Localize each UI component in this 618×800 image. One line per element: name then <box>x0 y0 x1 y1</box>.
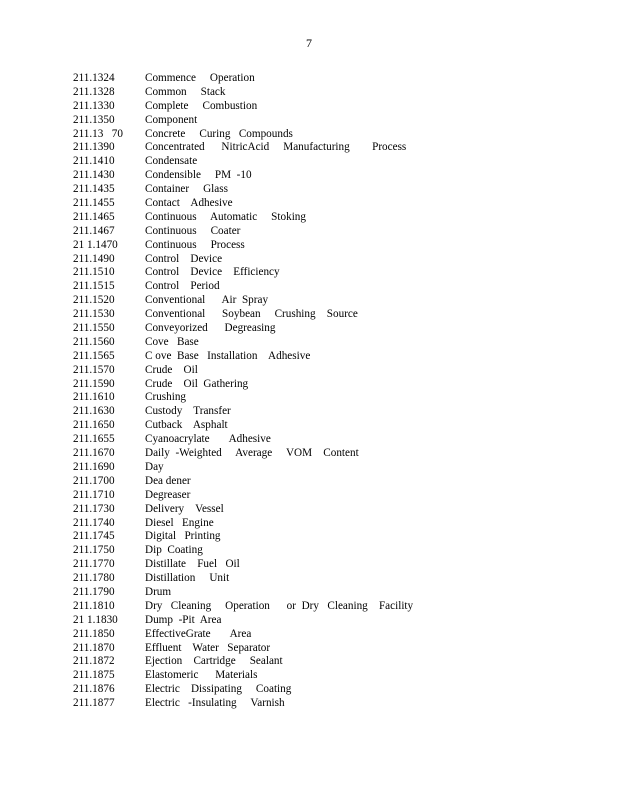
section-number: 211.1740 <box>73 516 115 529</box>
defined-term: Conventional Air Spray <box>145 294 269 307</box>
section-number: 211.1700 <box>73 474 115 487</box>
section-number: 211.1465 <box>73 210 115 223</box>
section-number: 211.13 70 <box>73 127 123 140</box>
list-item <box>73 600 593 614</box>
list-item <box>73 489 593 503</box>
section-number: 211.1876 <box>73 683 115 696</box>
defined-term: Custody Transfer <box>145 405 231 418</box>
list-item <box>73 280 593 294</box>
list-item <box>73 391 593 405</box>
section-number: 211.1435 <box>73 183 115 196</box>
list-item <box>73 503 593 517</box>
section-number: 211.1780 <box>73 572 115 585</box>
section-number: 211.1610 <box>73 391 115 404</box>
defined-term: Degreaser <box>145 488 191 501</box>
section-number: 211.1877 <box>73 697 115 710</box>
section-number: 211.1410 <box>73 155 115 168</box>
list-item <box>73 266 593 280</box>
section-number: 211.1745 <box>73 530 115 543</box>
list-item <box>73 350 593 364</box>
section-number: 211.1650 <box>73 419 115 432</box>
list-item <box>73 419 593 433</box>
list-item <box>73 405 593 419</box>
list-item <box>73 336 593 350</box>
section-number: 211.1570 <box>73 363 115 376</box>
defined-term: Daily -Weighted Average VOM Content <box>145 447 359 460</box>
list-item <box>73 128 593 142</box>
section-number: 211.1590 <box>73 377 115 390</box>
defined-term: Dump -Pit Area <box>145 613 222 626</box>
section-number: 211.1875 <box>73 669 115 682</box>
section-number: 211.1872 <box>73 655 115 668</box>
list-item <box>73 642 593 656</box>
list-item <box>73 697 593 711</box>
section-number: 21 1.1470 <box>73 238 118 251</box>
defined-term: Drum <box>145 585 172 598</box>
section-number: 211.1710 <box>73 488 115 501</box>
section-number: 211.1455 <box>73 197 115 210</box>
section-number: 211.1730 <box>73 502 115 515</box>
defined-term: Crushing <box>145 391 187 404</box>
section-number: 211.1790 <box>73 585 115 598</box>
section-number: 211.1390 <box>73 141 115 154</box>
defined-term: Complete Combustion <box>145 99 258 112</box>
list-item <box>73 72 593 86</box>
defined-term: Cutback Asphalt <box>145 419 228 432</box>
defined-term: Delivery Vessel <box>145 502 224 515</box>
section-number: 211.1530 <box>73 308 115 321</box>
defined-term: Container Glass <box>145 183 228 196</box>
section-number: 211.1560 <box>73 335 115 348</box>
defined-term: Contact Adhesive <box>145 197 233 210</box>
list-item <box>73 86 593 100</box>
section-number: 211.1350 <box>73 113 115 126</box>
list-item <box>73 517 593 531</box>
section-number: 211.1670 <box>73 447 115 460</box>
defined-term: Control Period <box>145 280 220 293</box>
list-item <box>73 628 593 642</box>
defined-term: Ejection Cartridge Sealant <box>145 655 283 668</box>
section-number: 211.1810 <box>73 599 115 612</box>
defined-term: Diesel Engine <box>145 516 214 529</box>
section-number: 21 1.1830 <box>73 613 118 626</box>
defined-term: Electric -Insulating Varnish <box>145 697 285 710</box>
section-number: 211.1510 <box>73 266 115 279</box>
list-item <box>73 586 593 600</box>
list-item <box>73 308 593 322</box>
list-item <box>73 572 593 586</box>
defined-term: Cove Base <box>145 335 199 348</box>
list-item <box>73 544 593 558</box>
section-number: 211.1520 <box>73 294 115 307</box>
section-number: 211.1330 <box>73 99 115 112</box>
defined-term: Control Device <box>145 252 223 265</box>
defined-term: Digital Printing <box>145 530 221 543</box>
list-item <box>73 211 593 225</box>
defined-term: Component <box>145 113 198 126</box>
list-item <box>73 364 593 378</box>
defined-term: Continuous Coater <box>145 224 241 237</box>
defined-term: Dry Cleaning Operation or Dry Cleaning Facility <box>145 599 414 612</box>
section-number: 211.1690 <box>73 460 115 473</box>
list-item <box>73 197 593 211</box>
defined-term: Electric Dissipating Coating <box>145 683 292 696</box>
definitions-list <box>73 72 593 711</box>
defined-term: Concrete Curing Compounds <box>145 127 293 140</box>
section-number: 211.1770 <box>73 558 115 571</box>
section-number: 211.1430 <box>73 169 115 182</box>
list-item <box>73 239 593 253</box>
defined-term: Concentrated NitricAcid Manufacturing Process <box>145 141 407 154</box>
list-item <box>73 100 593 114</box>
defined-term: Day <box>145 460 164 473</box>
section-number: 211.1565 <box>73 349 115 362</box>
list-item <box>73 141 593 155</box>
section-number: 211.1870 <box>73 641 115 654</box>
list-item <box>73 322 593 336</box>
section-number: 211.1550 <box>73 322 115 335</box>
section-number: 211.1490 <box>73 252 115 265</box>
defined-term: EffectiveGrate Area <box>145 627 252 640</box>
defined-term: Conventional Soybean Crushing Source <box>145 308 358 321</box>
list-item <box>73 655 593 669</box>
defined-term: Control Device Efficiency <box>145 266 280 279</box>
section-number: 211.1328 <box>73 85 115 98</box>
section-number: 211.1515 <box>73 280 115 293</box>
list-item <box>73 225 593 239</box>
list-item <box>73 169 593 183</box>
list-item <box>73 294 593 308</box>
defined-term: Continuous Automatic Stoking <box>145 210 306 223</box>
defined-term: C ove Base Installation Adhesive <box>145 349 311 362</box>
section-number: 211.1750 <box>73 544 115 557</box>
list-item <box>73 155 593 169</box>
section-number: 211.1850 <box>73 627 115 640</box>
defined-term: Crude Oil Gathering <box>145 377 249 390</box>
list-item <box>73 433 593 447</box>
defined-term: Crude Oil <box>145 363 198 376</box>
defined-term: Dip Coating <box>145 544 203 557</box>
defined-term: Cyanoacrylate Adhesive <box>145 433 271 446</box>
section-number: 211.1630 <box>73 405 115 418</box>
list-item <box>73 530 593 544</box>
list-item <box>73 253 593 267</box>
defined-term: Effluent Water Separator <box>145 641 271 654</box>
defined-term: Distillation Unit <box>145 572 230 585</box>
defined-term: Continuous Process <box>145 238 245 251</box>
defined-term: Conveyorized Degreasing <box>145 322 276 335</box>
list-item <box>73 183 593 197</box>
list-item <box>73 114 593 128</box>
list-item <box>73 447 593 461</box>
section-number: 211.1655 <box>73 433 115 446</box>
list-item <box>73 669 593 683</box>
defined-term: Condensate <box>145 155 198 168</box>
list-item <box>73 475 593 489</box>
list-item <box>73 558 593 572</box>
section-number: 211.1324 <box>73 72 115 84</box>
list-item <box>73 461 593 475</box>
page-number: 7 <box>306 36 312 50</box>
list-item <box>73 683 593 697</box>
defined-term: Condensible PM -10 <box>145 169 252 182</box>
list-item <box>73 378 593 392</box>
defined-term: Dea dener <box>145 474 191 487</box>
defined-term: Common Stack <box>145 85 226 98</box>
defined-term: Elastomeric Materials <box>145 669 258 682</box>
section-number: 211.1467 <box>73 224 115 237</box>
list-item <box>73 614 593 628</box>
defined-term: Distillate Fuel Oil <box>145 558 240 571</box>
defined-term: Commence Operation <box>145 72 255 84</box>
